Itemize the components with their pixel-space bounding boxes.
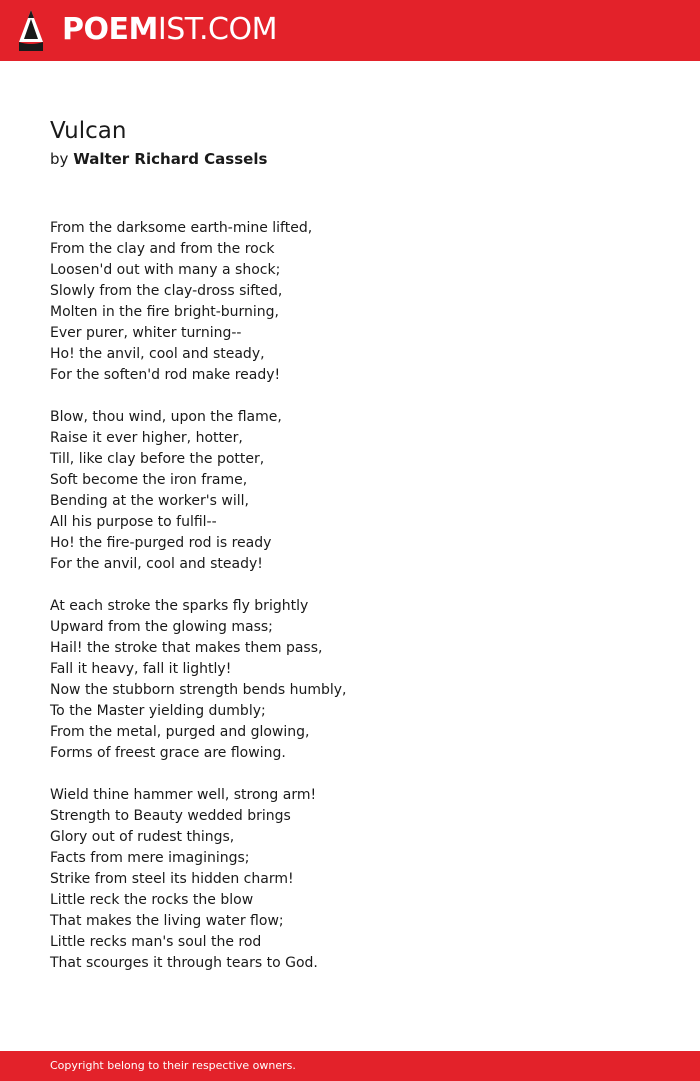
poem-line: That scourges it through tears to God. [50,955,318,971]
poem-line: Glory out of rudest things, [50,829,235,845]
poem-line: Raise it ever higher, hotter, [50,430,243,446]
poem-line: For the anvil, cool and steady! [50,556,263,572]
poem-line: Strength to Beauty wedded brings [50,808,291,824]
poem-line: Ho! the anvil, cool and steady, [50,346,265,362]
poem-line: Loosen'd out with many a shock; [50,262,281,278]
logo-text-bold: POEM [62,12,158,47]
poem-line: Little recks man's soul the rod [50,934,262,950]
poem-line: Hail! the stroke that makes them pass, [50,640,323,656]
poem-line: Ever purer, whiter turning-- [50,325,242,341]
pen-nib-logo-icon[interactable] [18,9,44,52]
poem-line: Strike from steel its hidden charm! [50,871,294,887]
poem-line: Little reck the rocks the blow [50,892,254,908]
poem-body [50,218,347,995]
poem-line: Soft become the iron frame, [50,472,248,488]
poem-line: Ho! the fire-purged rod is ready [50,535,272,551]
logo-text-rest: IST.COM [157,12,277,47]
poem-line: That makes the living water flow; [50,913,284,929]
poem-line: Blow, thou wind, upon the flame, [50,409,282,425]
copyright-notice: Copyright belong to their respective owners. [50,1059,296,1072]
poem-line: Fall it heavy, fall it lightly! [50,661,232,677]
poem-byline [50,148,267,170]
poem-line: Wield thine hammer well, strong arm! [50,787,317,803]
poem-line: Forms of freest grace are flowing. [50,745,286,761]
stanza-2 [50,407,347,575]
poem-line: From the clay and from the rock [50,241,275,257]
by-label: by [50,150,69,168]
site-header [0,0,700,61]
poem-author: Walter Richard Cassels [73,150,268,168]
poem-line: Now the stubborn strength bends humbly, [50,682,347,698]
poem-title: Vulcan [50,118,127,144]
poem-line: To the Master yielding dumbly; [50,703,266,719]
poem-line: Slowly from the clay-dross sifted, [50,283,283,299]
stanza-1 [50,218,347,386]
poem-line: At each stroke the sparks fly brightly [50,598,309,614]
poem-line: Till, like clay before the potter, [50,451,265,467]
poem-line: Molten in the fire bright-burning, [50,304,280,320]
stanza-4 [50,785,347,974]
poem-line: Facts from mere imaginings; [50,850,250,866]
site-footer [0,1051,700,1081]
poem-line: From the darksome earth-mine lifted, [50,220,313,236]
stanza-3 [50,596,347,764]
poem-line: For the soften'd rod make ready! [50,367,281,383]
poem-line: From the metal, purged and glowing, [50,724,310,740]
poem-line: All his purpose to fulfil-- [50,514,217,530]
poem-line: Upward from the glowing mass; [50,619,273,635]
site-logo-link[interactable] [62,12,277,48]
poem-line: Bending at the worker's will, [50,493,249,509]
